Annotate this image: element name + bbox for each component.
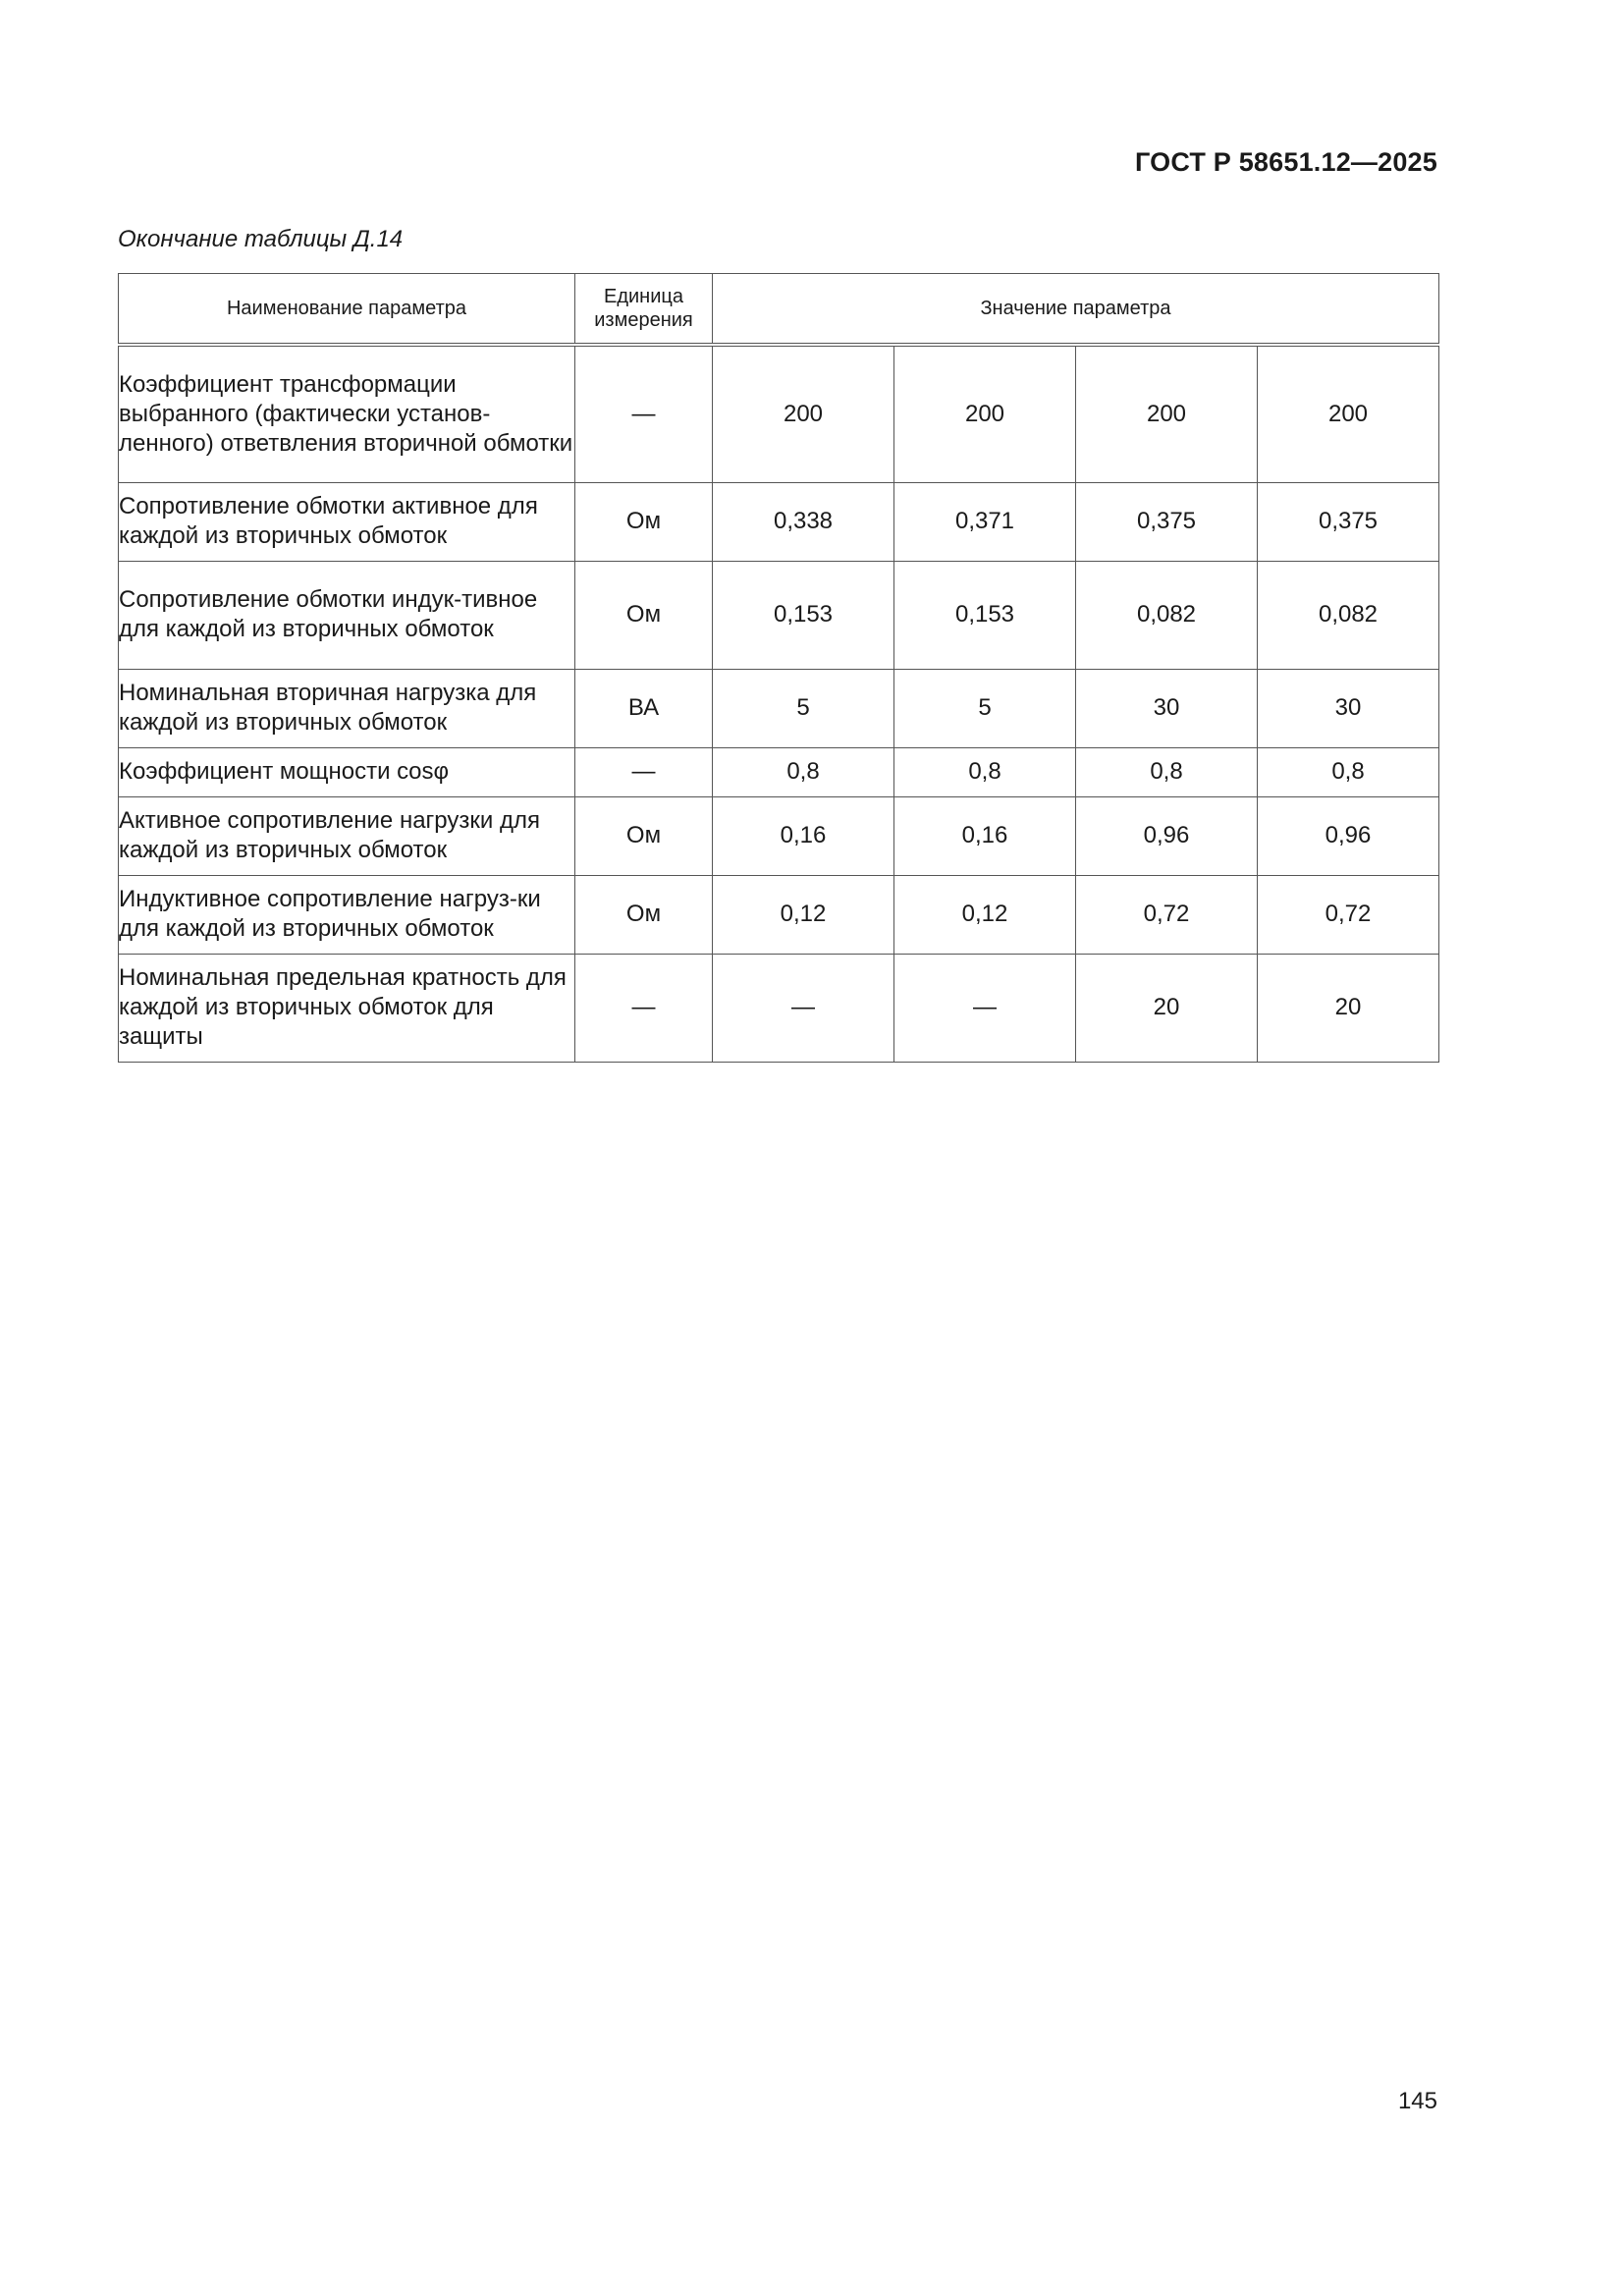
param-value: — bbox=[894, 954, 1076, 1062]
table-row bbox=[119, 482, 1439, 561]
param-unit: Ом bbox=[575, 482, 713, 561]
table-header-row bbox=[119, 274, 1439, 346]
column-header-name: Наименование параметра bbox=[119, 274, 575, 346]
param-unit: Ом bbox=[575, 796, 713, 875]
param-value: 30 bbox=[1076, 669, 1258, 747]
param-name: Сопротивление обмотки активное для каждой из вторичных обмоток bbox=[119, 482, 575, 561]
param-unit: — bbox=[575, 954, 713, 1062]
table-row bbox=[119, 345, 1439, 482]
param-value: 0,8 bbox=[1258, 747, 1439, 796]
table-row bbox=[119, 747, 1439, 796]
param-value: 0,082 bbox=[1076, 561, 1258, 669]
param-value: 0,371 bbox=[894, 482, 1076, 561]
param-value: 200 bbox=[713, 345, 894, 482]
param-value: 0,16 bbox=[894, 796, 1076, 875]
param-value: 5 bbox=[894, 669, 1076, 747]
table-caption: Окончание таблицы Д.14 bbox=[118, 226, 404, 252]
param-name: Коэффициент трансформации выбранного (фактически установ-ленного) ответвления вторичной обмотки bbox=[119, 345, 575, 482]
param-value: 30 bbox=[1258, 669, 1439, 747]
table-row bbox=[119, 875, 1439, 954]
column-header-unit: Единица измерения bbox=[575, 274, 713, 346]
param-name: Номинальная предельная кратность для каждой из вторичных обмоток для защиты bbox=[119, 954, 575, 1062]
param-name: Сопротивление обмотки индук-тивное для каждой из вторичных обмоток bbox=[119, 561, 575, 669]
param-value: — bbox=[713, 954, 894, 1062]
param-value: 0,96 bbox=[1258, 796, 1439, 875]
param-value: 0,375 bbox=[1076, 482, 1258, 561]
param-value: 200 bbox=[1258, 345, 1439, 482]
param-value: 20 bbox=[1258, 954, 1439, 1062]
param-unit: Ом bbox=[575, 561, 713, 669]
param-value: 0,153 bbox=[894, 561, 1076, 669]
param-value: 0,16 bbox=[713, 796, 894, 875]
param-value: 200 bbox=[1076, 345, 1258, 482]
table-row bbox=[119, 796, 1439, 875]
param-value: 200 bbox=[894, 345, 1076, 482]
param-value: 0,338 bbox=[713, 482, 894, 561]
column-header-value: Значение параметра bbox=[713, 274, 1439, 346]
param-value: 5 bbox=[713, 669, 894, 747]
param-value: 0,375 bbox=[1258, 482, 1439, 561]
param-value: 0,8 bbox=[713, 747, 894, 796]
param-unit: — bbox=[575, 345, 713, 482]
table-row bbox=[119, 561, 1439, 669]
param-value: 0,8 bbox=[1076, 747, 1258, 796]
param-value: 0,082 bbox=[1258, 561, 1439, 669]
param-name: Коэффициент мощности cosφ bbox=[119, 747, 575, 796]
param-unit: ВА bbox=[575, 669, 713, 747]
page-number: 145 bbox=[1397, 2088, 1437, 2114]
param-unit: — bbox=[575, 747, 713, 796]
param-value: 0,96 bbox=[1076, 796, 1258, 875]
param-name: Индуктивное сопротивление нагруз-ки для каждой из вторичных обмоток bbox=[119, 875, 575, 954]
param-value: 0,153 bbox=[713, 561, 894, 669]
table-row bbox=[119, 669, 1439, 747]
table-row bbox=[119, 954, 1439, 1062]
param-value: 0,72 bbox=[1258, 875, 1439, 954]
param-value: 0,72 bbox=[1076, 875, 1258, 954]
param-value: 0,12 bbox=[894, 875, 1076, 954]
param-value: 0,12 bbox=[713, 875, 894, 954]
param-unit: Ом bbox=[575, 875, 713, 954]
parameter-table bbox=[118, 273, 1439, 1063]
param-name: Номинальная вторичная нагрузка для каждой из вторичных обмоток bbox=[119, 669, 575, 747]
document-number: ГОСТ Р 58651.12—2025 bbox=[1135, 147, 1437, 177]
param-name: Активное сопротивление нагрузки для каждой из вторичных обмоток bbox=[119, 796, 575, 875]
param-value: 20 bbox=[1076, 954, 1258, 1062]
param-value: 0,8 bbox=[894, 747, 1076, 796]
